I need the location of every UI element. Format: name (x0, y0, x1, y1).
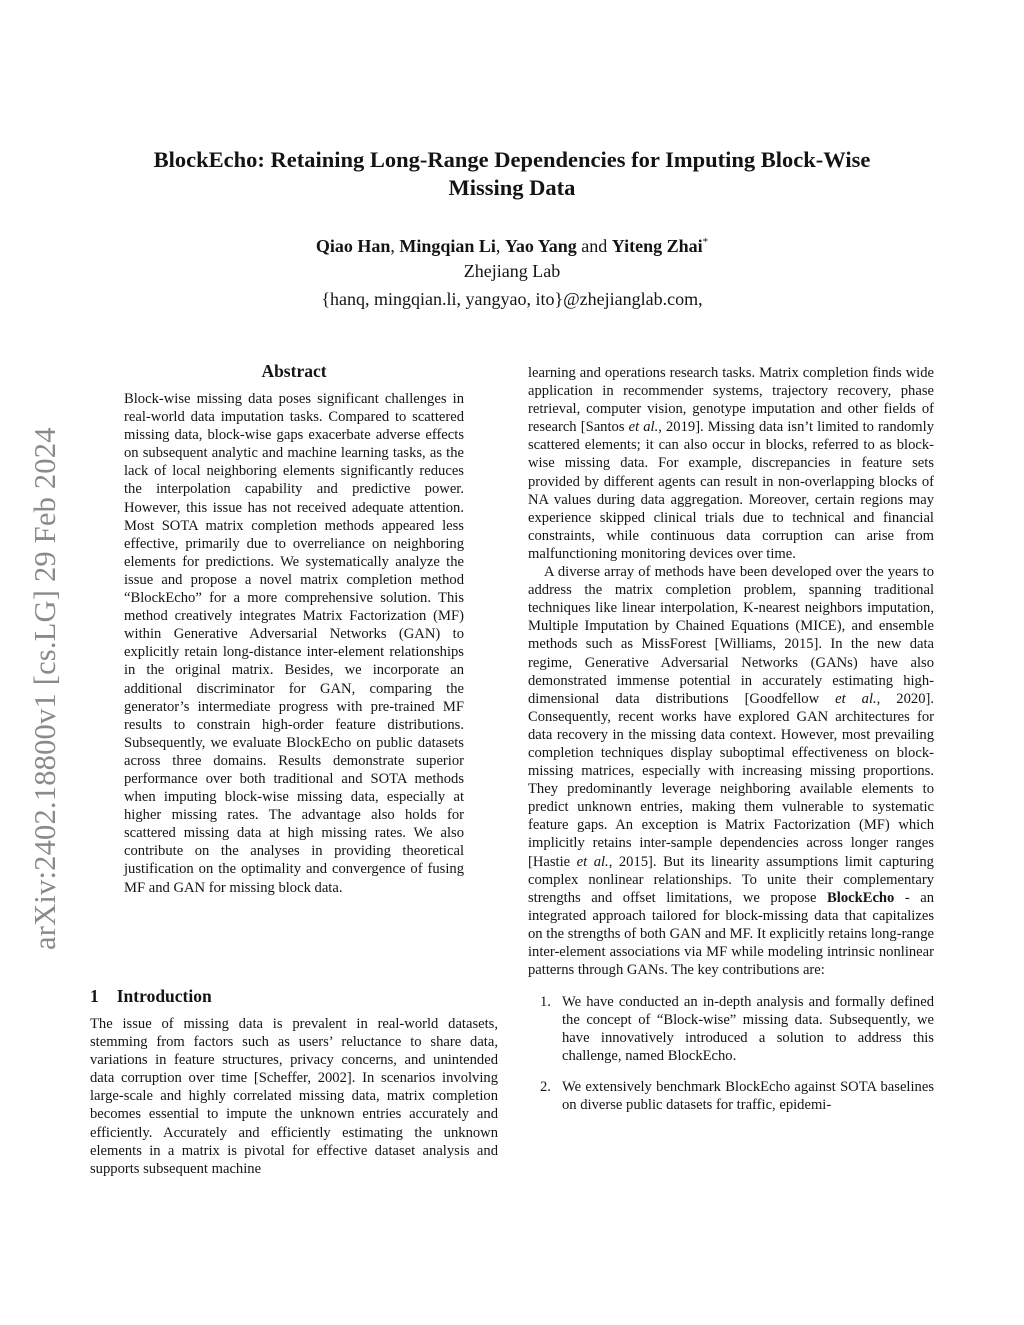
abstract-heading: Abstract (261, 361, 327, 381)
author-separator: , (390, 236, 400, 256)
author-name: Yiteng Zhai (611, 236, 703, 256)
abstract-paragraph: Block-wise missing data poses significant challenges in real-world data imputation tasks. Compared to scattered missing data, block-wise gaps exacerbate adverse effects on subsequent analytic and machine learning tasks, as the lack of local neighboring elements significantly reduces the interpolation capability and predictive power. However, this issue has not received adequate attention. Most SOTA matrix completion methods appeared less effective, primarily due to overreliance on neighboring elements for predictions. We systematically analyze the issue and propose a novel matrix completion method “BlockEcho” for a more comprehensive solution. This method creatively integrates Matrix Factorization (MF) within Generative Adversarial Networks (GAN) to explicitly retain long-distance inter-element relationships in the original matrix. Besides, we incorporate an additional discriminator for GAN, comparing the generator’s intermediate progress with pre-trained MF results to constrain high-order feature distributions. Subsequently, we evaluate BlockEcho on public datasets across three domains. Results demonstrate superior performance over both traditional and SOTA methods when imputing block-wise missing data, especially at higher missing rates. The advantage also holds for scattered missing data at high missing rates. We also contribute on the analyses in providing theoretical justification on the optimality and convergence of fusing MF and GAN for missing block data. (124, 391, 464, 896)
list-number: 1. (540, 994, 551, 1011)
text-run: , 2020]. Consequently, recent works have explored GAN architectures for data recovery in the missing data context. However, most prevailing completion techniques display suboptimal effectiveness on block-missing matrices, especially with increasing missing proportions. They predominantly leverage neighboring available elements to predict unknown entries, making them vulnerable to systematic feature gaps. An exception is Matrix Factorization (MF) which implicitly retains inter-sample dependencies across longer ranges [Hastie (528, 690, 935, 870)
corresponding-author-mark: * (702, 236, 709, 248)
contribution-item (528, 993, 934, 1065)
citation-etal: et al. (628, 419, 659, 436)
author-name: Yao Yang (504, 236, 577, 256)
arxiv-identifier-stamp: arXiv:2402.18800v1 [cs.LG] 29 Feb 2024 (28, 427, 62, 950)
text-run: , 2015]. But its linearity assumptions limit capturing complex nonlinear relationships. To unite their complementary strengths and offset limitations, we propose (528, 853, 934, 906)
author-name: Mingqian Li (399, 236, 496, 256)
contributions-list (528, 993, 934, 1114)
text-run: - an integrated approach tailored for block-missing data that capitalizes on the strengths of both GAN and MF. It explicitly retains long-range inter-element associations via MF while modeling intrinsic nonlinear patterns through GANs. The key contributions are: (528, 889, 934, 979)
title-line-2: Missing Data (448, 175, 576, 200)
text-run: A diverse array of methods have been developed over the years to address the matrix completion problem, spanning traditional techniques like linear interpolation, K-nearest neighbors imputation, Multiple Imputation by Chained Equations (MICE), and ensemble methods such as MissForest [Williams, 2015]. In the new data regime, Generative Adversarial Networks (GANs) have also demonstrated immense potential in accurately estimating high-dimensional data distributions [Goodfellow (528, 564, 934, 707)
intro-paragraph: The issue of missing data is prevalent in real-world datasets, stemming from factors such as users’ reluctance to share data, variations in feature structures, privacy concerns, and unintended data corruption over time [Scheffer, 2002]. In scenarios involving large-scale and highly correlated missing data, matrix completion becomes essential to impute the unknown entries accurately and efficiently. Accurately and efficiently estimating the unknown elements in a matrix is pivotal for effective dataset analysis and supports subsequent machine (90, 1016, 498, 1177)
citation-etal: et al. (576, 853, 609, 870)
author-name: Qiao Han (315, 236, 391, 256)
contribution-text: We have conducted an in-depth analysis and formally defined the concept of “Block-wise” missing data. Subsequently, we have innovatively introduced a solution to address this challenge, named BlockEcho. (562, 994, 934, 1065)
section-title: Introduction (116, 986, 212, 1006)
section-number: 1 (90, 986, 99, 1006)
author-conjunction: and (581, 236, 608, 256)
author-emails: {hanq, mingqian.li, yangyao, ito}@zhejianglab.com, (321, 289, 703, 309)
list-number: 2. (540, 1078, 551, 1095)
affiliation: Zhejiang Lab (463, 261, 561, 281)
introduction-text (90, 1015, 498, 1178)
method-name: BlockEcho (827, 889, 895, 906)
citation-etal: et al. (835, 690, 877, 707)
body-paragraph (528, 364, 934, 563)
section-heading-introduction (90, 986, 230, 1007)
title-line-1: BlockEcho: Retaining Long-Range Dependencies for Imputing Block-Wise (153, 147, 871, 172)
text-run: learning and operations research tasks. Matrix completion finds wide application in recommender systems, trajectory recovery, phase retrieval, computer vision, genotype imputation and other fields of research [Santos (528, 365, 934, 436)
contribution-item (528, 1078, 934, 1114)
right-column-text (528, 364, 934, 1126)
abstract-text (124, 390, 464, 897)
author-list (100, 230, 924, 258)
contribution-text: We extensively benchmark BlockEcho against SOTA baselines on diverse public datasets for traffic, epidemi- (562, 1078, 934, 1113)
paper-title (100, 146, 924, 202)
author-separator: , (495, 236, 505, 256)
body-paragraph (528, 563, 934, 979)
text-run: , 2019]. Missing data isn’t limited to randomly scattered elements; it can also occur in blocks, referred to as block-wise missing data. For example, discrepancies in feature sets provided by different agents can result in non-overlapping blocks of NA values during data aggregation. Moreover, certain regions may experience skipped clinical trials due to technical and financial constraints, while continuous data corruption can arise from malfunctioning monitoring devices over time. (528, 419, 934, 562)
